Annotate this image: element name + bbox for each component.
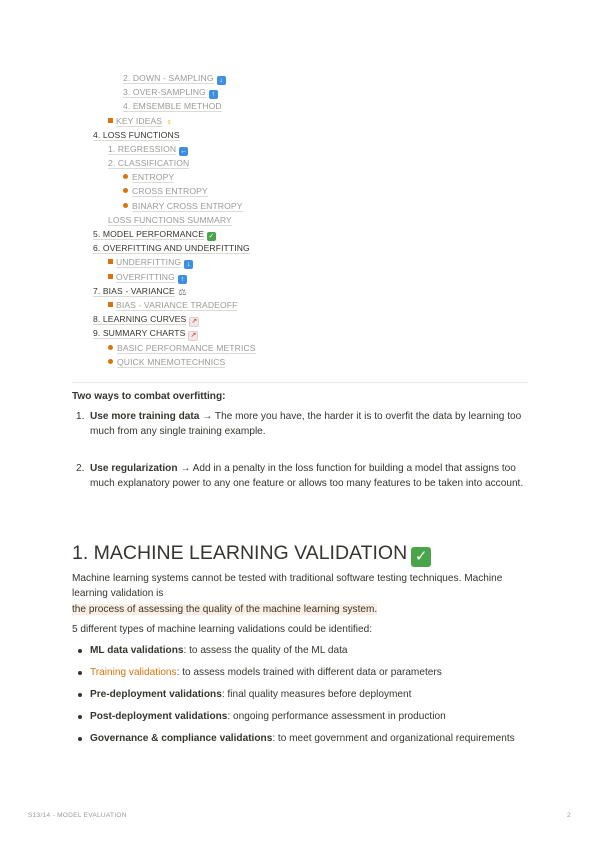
divider	[72, 382, 528, 383]
back-arrow-icon: ←	[180, 148, 188, 155]
toc-item[interactable]: BIAS - VARIANCE TRADEOFF	[108, 300, 237, 311]
list-item-term: Use more training data	[90, 411, 200, 422]
toc-item[interactable]: BINARY CROSS ENTROPY	[123, 201, 243, 212]
toc-item[interactable]: 5. MODEL PERFORMANCE ✓	[93, 229, 215, 240]
list-number: 1.	[76, 411, 85, 422]
list-item	[72, 461, 530, 523]
footer-title: S13/14 - MODEL EVALUATION	[28, 812, 127, 819]
square-bullet-icon	[108, 302, 113, 307]
toc-item[interactable]: 2. DOWN - SAMPLING ↓	[123, 73, 226, 85]
list-item-text: → The more you have, the harder it is to overfit the data by learning too	[199, 411, 522, 422]
check-icon: ✓	[208, 233, 215, 240]
round-bullet-icon	[123, 174, 128, 179]
lightbulb-icon: ♀	[165, 117, 173, 127]
list-item	[72, 409, 530, 455]
toc-item[interactable]: 1. REGRESSION ←	[108, 144, 188, 155]
chart-icon: ↗	[188, 331, 198, 341]
up-arrow-icon: ↑	[209, 90, 218, 99]
toc-item[interactable]: KEY IDEAS ♀	[108, 116, 173, 127]
toc-item[interactable]: BASIC PERFORMANCE METRICS	[108, 343, 256, 354]
bullet-icon	[78, 715, 82, 719]
scale-icon: ⚖	[178, 287, 187, 297]
list-item-text: much explanatory power to any one feature or allows too many features to be taken into account.	[90, 478, 524, 490]
down-arrow-icon: ↓	[217, 76, 226, 85]
round-bullet-icon	[108, 359, 113, 364]
round-bullet-icon	[108, 345, 113, 350]
toc-item[interactable]: 8. LEARNING CURVES ↗	[93, 314, 199, 327]
bullet-icon	[78, 649, 82, 653]
overfit-heading: Two ways to combat overfitting:	[72, 391, 226, 402]
toc-item[interactable]: 2. CLASSIFICATION	[108, 158, 190, 168]
page-number: 2	[567, 812, 571, 819]
toc-item[interactable]: 4. EMSEMBLE METHOD	[123, 101, 222, 111]
toc-item[interactable]: QUICK MNEMOTECHNICS	[108, 357, 225, 368]
bullet-icon	[78, 693, 82, 697]
chart-icon: ↗	[189, 317, 199, 327]
square-bullet-icon	[108, 259, 113, 264]
section-intro: Machine learning systems cannot be tested with traditional software testing techniques. Machine learning validation is the process of assessing the quality of the machine learning system.	[72, 573, 503, 615]
check-icon: ✓	[411, 547, 431, 567]
toc-item[interactable]: LOSS FUNCTIONS SUMMARY	[108, 215, 232, 225]
toc-item[interactable]: UNDERFITTING ↓	[108, 257, 193, 269]
toc-item[interactable]: 3. OVER-SAMPLING ↑	[123, 87, 218, 99]
round-bullet-icon	[123, 188, 128, 193]
down-arrow-icon: ↓	[184, 260, 193, 269]
highlighted-definition: the process of assessing the quality of the machine learning system.	[72, 603, 378, 615]
section-intro-2: 5 different types of machine learning validations could be identified:	[72, 624, 373, 635]
square-bullet-icon	[108, 274, 113, 279]
square-bullet-icon	[108, 118, 113, 123]
bullet-icon	[78, 737, 82, 741]
list-number: 2.	[76, 463, 85, 474]
toc-item[interactable]: 9. SUMMARY CHARTS ↗	[93, 328, 198, 341]
bullet-icon	[78, 671, 82, 675]
toc-item[interactable]: OVERFITTING ↑	[108, 272, 187, 284]
toc-item[interactable]: ENTROPY	[123, 172, 174, 183]
list-item-text: much from any single training example.	[90, 426, 266, 438]
toc-item[interactable]: 4. LOSS FUNCTIONS	[93, 130, 180, 140]
round-bullet-icon	[123, 203, 128, 208]
toc-item[interactable]: 6. OVERFITTING AND UNDERFITTING	[93, 243, 250, 253]
up-arrow-icon: ↑	[178, 275, 187, 284]
list-item-text: → Add in a penalty in the loss function for building a model that assigns too	[177, 463, 516, 474]
section-title: 1. MACHINE LEARNING VALIDATION ✓	[72, 540, 431, 567]
list-item-term: Use regularization	[90, 463, 178, 474]
toc-item[interactable]: CROSS ENTROPY	[123, 186, 208, 197]
toc-item[interactable]: 7. BIAS - VARIANCE ⚖	[93, 286, 187, 297]
